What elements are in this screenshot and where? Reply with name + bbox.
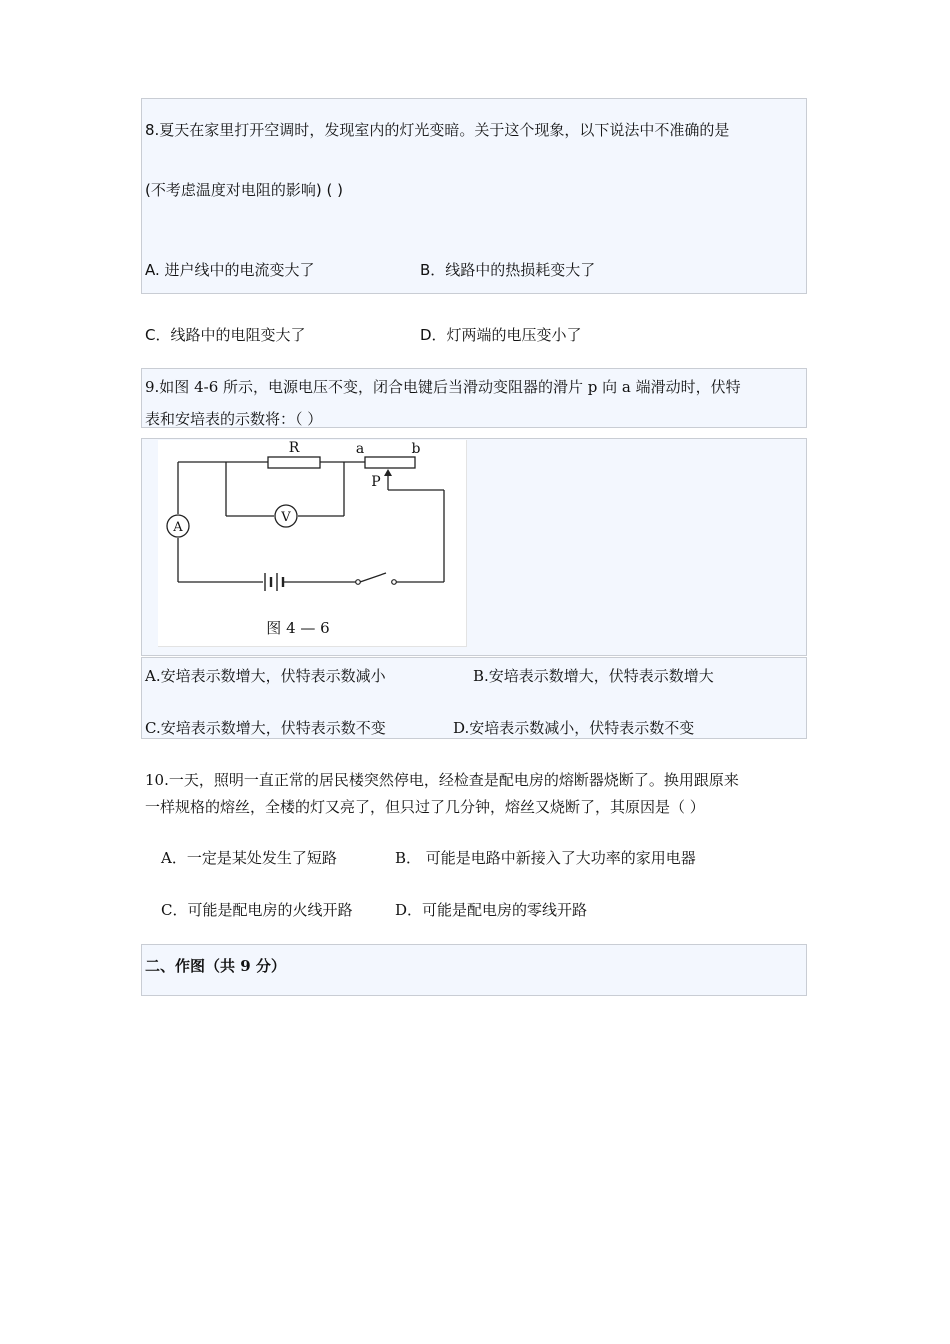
q10-option-b: B． 可能是电路中新接入了大功率的家用电器 <box>395 849 696 867</box>
circuit-diagram <box>158 440 466 646</box>
q10-option-c: C．可能是配电房的火线开路 <box>161 901 353 919</box>
q8-option-b: B．线路中的热损耗变大了 <box>420 261 596 279</box>
slider-arrow-icon <box>384 469 392 476</box>
q8-stem-line1: 8.夏天在家里打开空调时，发现室内的灯光变暗。关于这个现象，以下说法中不准确的是 <box>145 121 730 139</box>
q9-option-c: C.安培表示数增大，伏特表示数不变 <box>145 719 386 737</box>
q9-option-d: D.安培表示数减小，伏特表示数不变 <box>453 719 695 737</box>
voltmeter-label: V <box>281 510 291 525</box>
switch-terminal-right <box>392 580 397 585</box>
resistor-label: R <box>288 440 300 456</box>
q9-option-a: A.安培表示数增大，伏特表示数减小 <box>145 667 386 685</box>
figure-caption: 图 4 — 6 <box>266 619 330 637</box>
q8-option-c: C．线路中的电阻变大了 <box>145 326 306 344</box>
q9-stem-line2: 表和安培表的示数将：（ ） <box>145 410 323 428</box>
q8-stem-line2: (不考虑温度对电阻的影响) ( ) <box>145 181 343 199</box>
section2-title: 二、作图（共 9 分） <box>145 957 286 975</box>
switch-terminal-left <box>356 580 361 585</box>
q9-option-b: B.安培表示数增大，伏特表示数增大 <box>473 667 714 685</box>
q10-stem-line1: 10.一天，照明一直正常的居民楼突然停电，经检查是配电房的熔断器烧断了。换用跟原来 <box>145 771 739 789</box>
q10-option-d: D．可能是配电房的零线开路 <box>395 901 588 919</box>
q10-option-a: A．一定是某处发生了短路 <box>161 849 337 867</box>
battery-icon <box>265 573 283 591</box>
q8-option-d: D．灯两端的电压变小了 <box>420 326 582 344</box>
rheostat-end-b-label: b <box>411 441 421 457</box>
ammeter-label: A <box>173 520 183 535</box>
rheostat-end-a-label: a <box>355 441 365 457</box>
q8-option-a: A. 进户线中的电流变大了 <box>145 261 315 279</box>
q9-stem-line1: 9.如图 4-6 所示，电源电压不变，闭合电键后当滑动变阻器的滑片 p 向 a 端滑动时，伏特 <box>145 378 741 396</box>
slider-p-label: P <box>371 474 381 490</box>
circuit-figure <box>158 440 467 647</box>
q10-stem-line2: 一样规格的熔丝，全楼的灯又亮了，但只过了几分钟，熔丝又烧断了，其原因是（ ） <box>145 798 705 816</box>
